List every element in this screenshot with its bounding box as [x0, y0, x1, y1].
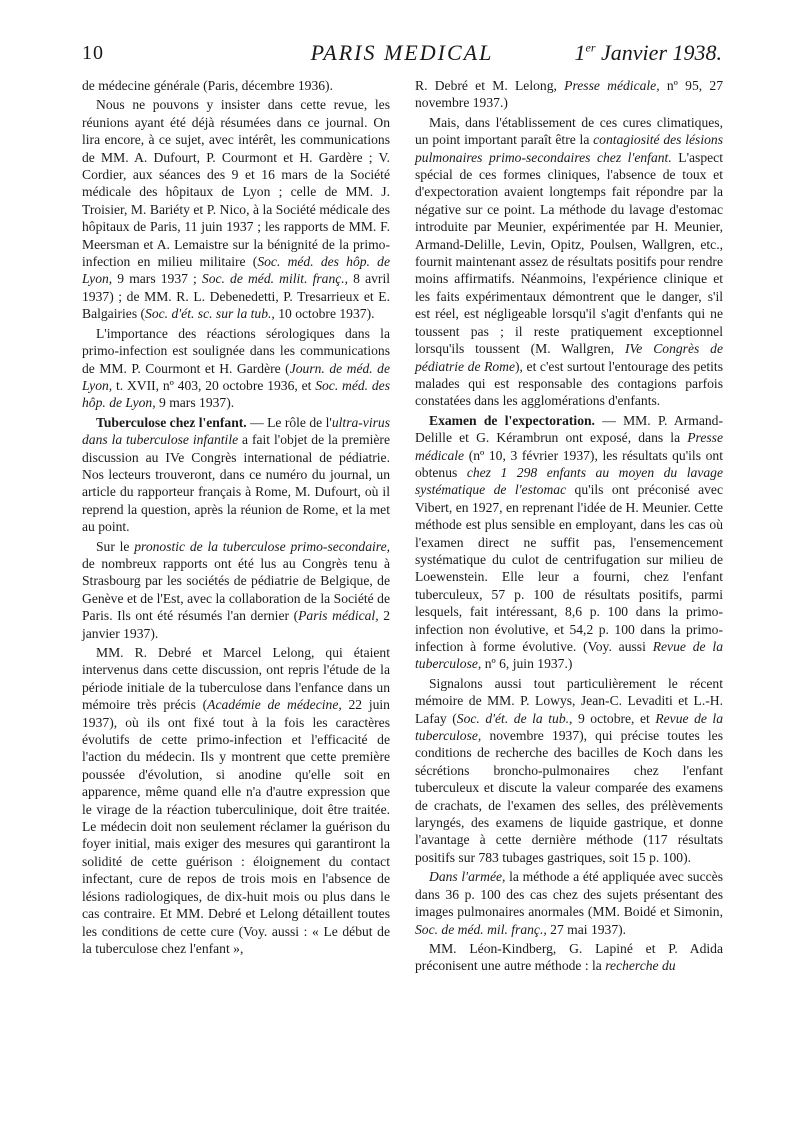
italic-run: Soc. de méd. milit. franç., [201, 271, 349, 287]
text-run: Signalons aussi tout particulièrement le récent mémoire de MM. P. Lowys, Jean-C. Levaditi et L.-H. Lafay ( [415, 675, 723, 726]
text-run: Nous ne pouvons y insister dans cette revue, les réunions ayant été déjà résumées dans ce journal. On lira encore, à ce sujet, avec intérêt, les communications de MM. A. Dufourt, P. Courmont et H. Gardère ; V. Cordier, aux séances des 9 et 16 mars de la Société médicale des hôpitaux de Lyon ; celle de MM. J. Troisier, M. Bariéty et P. Nico, à la Société médicale des hôpitaux de Paris, 11 juin 1937 ; les rapports de MM. F. Meersman et A. Lemaistre sur la bénignité de la primo-infection en milieu militaire ( [82, 97, 390, 270]
text-run: — MM. P. Armand-Delille et G. Kérambrun ont exposé, dans la [415, 412, 723, 446]
text-run: novembre 1937), qui précise toutes les conditions de recherche des bacilles de Koch dans les sécrétions broncho-pulmonaires chez l'enfant tuberculeux et discute la valeur comparée des examens de crachats, de l'examen des selles, des prélèvements laryngés, des examens de liquide gastrique, et donne l'avantage à cette dernière méthode (117 résultats positifs sur 783 tubages gastriques, soit 15 p. 100). [415, 728, 723, 865]
italic-run: contagiosité des lésions pulmonaires primo-secondaires chez l'enfant. [415, 132, 723, 165]
paragraph [82, 538, 390, 642]
page-number: 10 [82, 42, 104, 64]
text-run: R. Debré et M. Lelong, [415, 78, 565, 93]
paragraph [415, 675, 723, 866]
italic-run: Soc. méd. des hôp. de Lyon, [82, 377, 390, 411]
text-run: nº 6, juin 1937.) [481, 656, 573, 672]
italic-run: chez 1 298 enfants au moyen du lavage systématique de l'estomac [415, 464, 723, 498]
italic-run: Presse médicale, [564, 78, 660, 93]
italic-run: Académie de médecine, [207, 697, 342, 713]
italic-run: Revue de la tuberculose, [415, 710, 724, 744]
paragraph [415, 77, 723, 112]
italic-run: pronostic de la tuberculose primo-secondaire, [134, 538, 391, 554]
paragraph [82, 644, 390, 957]
italic-run: Soc. d'ét. sc. sur la tub., [145, 306, 275, 322]
text-run: 10 octobre 1937). [274, 306, 375, 322]
text-run: L'importance des réactions sérologiques dans la primo-infection est soulignée dans les communications de MM. P. Courmont et H. Gardère ( [82, 325, 390, 376]
paragraph [82, 325, 390, 412]
italic-run: Journ. de méd. de Lyon, [82, 360, 390, 393]
paragraph [415, 114, 723, 410]
paragraph [415, 868, 723, 938]
italic-run: Soc. méd. des hôp. de Lyon, [82, 254, 390, 287]
text-run: ), et c'est surtout l'entourage des petits malades qui est responsable des contagions parfois constatées dans les agglomérations d'enfants. [415, 358, 723, 409]
italic-run: recherche du [605, 958, 676, 974]
section-heading: Tuberculose chez l'enfant. [96, 414, 247, 430]
italic-run: ultra-virus dans la tuberculose infantile [82, 414, 390, 448]
italic-run: Revue de la tuberculose, [415, 639, 723, 672]
issue-date: 1er Janvier 1938. [574, 40, 722, 65]
text-run: MM. Léon-Kindberg, G. Lapiné et P. Adida préconisent une autre méthode : la [415, 940, 723, 974]
text-run: de nombreux rapports ont été lus au Congrès tenu à Strasbourg par les sociétés de pédiatrie de Belgique, de Genève et de l'Est, avec la collaboration de la Société de Paris. Ils ont été résumés l'an dernier ( [82, 555, 390, 624]
text-run: 8 avril 1937) ; de MM. R. L. Debenedetti, P. Tresarrieux et E. Balgairies ( [82, 271, 391, 322]
text-run: nº 95, 27 novembre 1937.) [415, 78, 723, 111]
text-run: MM. R. Debré et Marcel Lelong, qui étaient intervenus dans cette discussion, ont repris l'étude de la période initiale de la tuberculose dans l'enfance dans un mémoire très précis ( [82, 645, 390, 713]
italic-run: Dans l'armée, [429, 869, 506, 885]
text-run: qu'ils ont préconisé avec Vibert, en 1927, en reprenant l'idée de H. Meunier. Cette méthode est plus sensible en employant, dans les cas où l'examen direct ne suffit pas, l'ensemencement systématique du culot de centrifugation sur milieu de Loewenstein. Elle leur a fourni, chez l'enfant tuberculeux, 57 p. 100 de résultats positifs, parmi lesquels, fait intéressant, 8,6 p. 100 dans la primo-infection non évolutive, et 54,2 p. 100 dans la primo-infection à forme évolutive. (Voy. aussi [415, 482, 723, 654]
text-run: a fait l'objet de la première discussion au IVe Congrès international de pédiatrie. Nos lecteurs trouveront, dans ce numéro du journal, un article du rapporteur français à Rome, M. Dufourt, où il reprend la question, après la réunion de Rome, et la met au point. [82, 432, 390, 535]
text-run: 9 mars 1937). [155, 395, 235, 411]
italic-run: Presse médicale [415, 430, 723, 463]
text-run: 22 juin 1937), où ils ont fixé tout à la fois les caractères évolutifs de cette primo-infection et l'efficacité de l'action du médecin. Ils y montrent que cette première poussée d'évolution, si anodine qu'elle soit en apparence, même quand elle n'a d'autre expression que le virage de la réaction tuberculinique, doit être traitée. Le médecin doit non seulement réclamer la guérison du foyer initial, mais exiger des mesures qui garantiront la solidité de cette guérison : éloignement du contact infectant, cure de repos de trois mois en l'absence de lésions radiologiques, de dix-huit mois ou plus dans le cas contraire. Et MM. Debré et Lelong détaillent toutes les conditions de cette cure (Voy. aussi : « Le début de la tuberculose chez l'enfant », [82, 697, 390, 956]
section-paragraph [415, 412, 723, 673]
text-run: 2 janvier 1937). [82, 608, 390, 641]
italic-run: Paris médical, [298, 608, 379, 624]
journal-title: PARIS MEDICAL [310, 40, 494, 65]
text-run: Sur le [96, 538, 135, 554]
italic-run: Soc. de méd. mil. franç., [415, 921, 547, 937]
text-run: la méthode a été appliquée avec succès dans 36 p. 100 des cas chez des sujets présentant des images pulmonaires anormales (MM. Boidé et Simonin, [415, 869, 723, 920]
page-header [82, 40, 722, 72]
text-run: — Le rôle de l' [246, 414, 332, 430]
left-column [82, 77, 390, 959]
text-run: (nº 10, 3 février 1937), les résultats qu'ils ont obtenus [415, 447, 723, 480]
paragraph [82, 96, 390, 322]
text-run: t. XVII, nº 403, 20 octobre 1936, et [112, 377, 316, 393]
paragraph [415, 940, 723, 975]
section-paragraph [82, 414, 390, 536]
text-run: de médecine générale (Paris, décembre 1936). [82, 78, 333, 93]
paragraph [82, 77, 390, 94]
right-column [415, 77, 723, 977]
text-run: Mais, dans l'établissement de ces cures climatiques, un point important paraît être la [415, 114, 723, 148]
text-run: 9 octobre, et [572, 710, 656, 726]
text-run: L'aspect spécial de ces formes cliniques, l'absence de toux et d'expectoration avaient longtemps fait répondre par la négative sur ce point. La méthode du lavage d'estomac introduite par Meunier, expérimentée par H. Meunier, Armand-Delille, Levin, Opitz, Poulsen, Wallgren, etc., fournit maintenant assez de résultats positifs pour rendre moins affirmatifs. Néanmoins, l'expérience clinique et les faits expérimentaux démontrent que le danger, s'il est réel, est négligeable lorsqu'il s'agit d'enfants qui ne toussent pas ; il reste pratiquement exceptionnel lorsqu'ils toussent (M. Wallgren, [415, 149, 723, 357]
text-run: 27 mai 1937). [546, 921, 627, 937]
italic-run: IVe Congrès de pédiatrie de Rome [415, 341, 723, 374]
section-heading: Examen de l'expectoration. [429, 412, 595, 428]
italic-run: Soc. d'ét. de la tub., [456, 710, 573, 726]
text-run: 9 mars 1937 ; [112, 271, 202, 287]
